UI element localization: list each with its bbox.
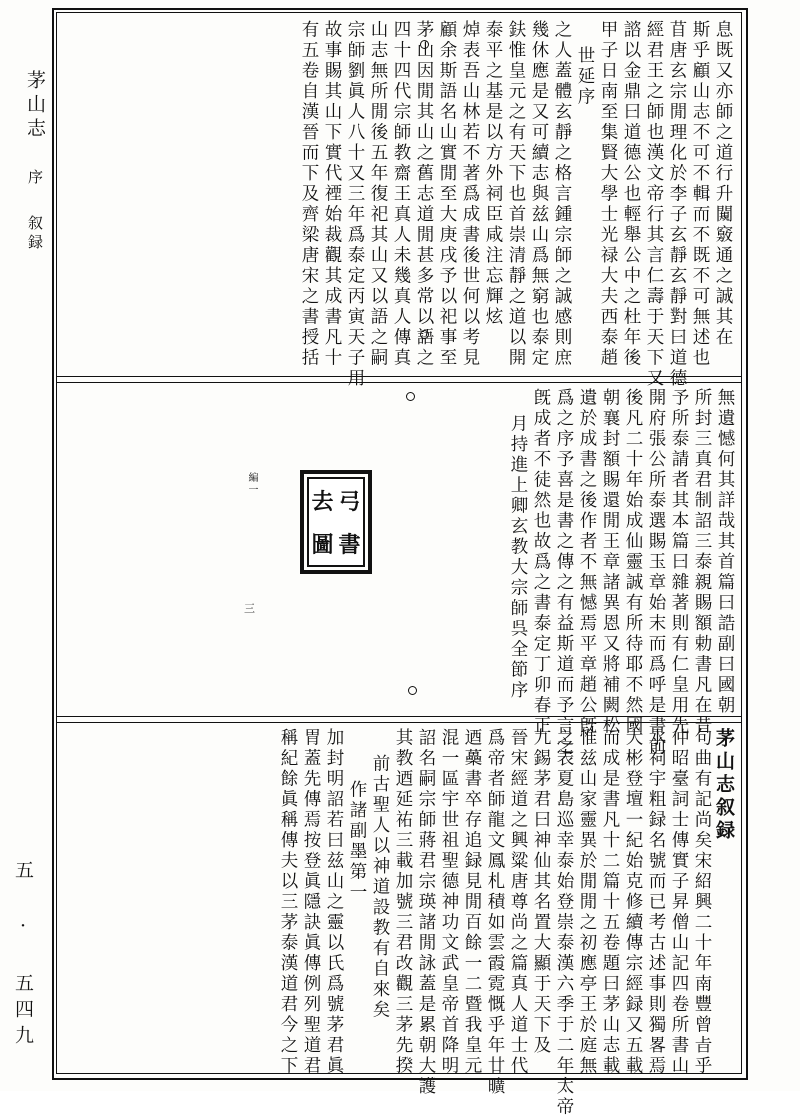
spine-title: 茅山志 xyxy=(24,70,46,142)
text-column: 焯表吾山林若不著爲成書後世何以考見 xyxy=(460,20,480,369)
text-column: 句曲有記尚矣宋紹興二十年南豐曾㫖乎 xyxy=(692,728,712,1077)
section-heading: 茅山志叙録 xyxy=(713,728,735,843)
text-column: 月持進上卿玄教大宗師呉全節序 xyxy=(508,414,528,701)
text-column: 混一區宇世祖聖德神功文武皇帝首降明 xyxy=(439,728,459,1077)
text-band-middle xyxy=(400,388,736,757)
text-column: 幾休應是又可續志與兹山爲無窮也泰定 xyxy=(529,20,549,369)
circle-mark xyxy=(406,392,415,401)
text-column: 大彬登壇一紀始克修續傳宗經録又五載 xyxy=(623,728,643,1077)
text-column: 無遺憾何其詳哉其首篇曰誥副曰國朝 xyxy=(715,388,735,716)
text-column: 之人蓋體玄靜之格言鍾宗師之誠感則庶 xyxy=(552,20,572,369)
text-column: 爲之序予喜是書之傳之有益斯道而予言之 xyxy=(554,388,574,757)
circle-mark xyxy=(408,686,417,695)
text-column: 詔名嗣宗師蔣君宗瑛諸閒詠蓋是累朝大護 xyxy=(416,728,436,1097)
seal-side-number: 三 xyxy=(244,602,255,615)
folio-number: 五 · 五四九 xyxy=(12,860,34,1051)
text-column: 鈇惟皇元之有天下也首崇清靜之道以開 xyxy=(506,20,526,369)
seal-side-label: 編一 xyxy=(246,472,257,496)
seal-char: 書 xyxy=(338,532,361,558)
circle-mark xyxy=(420,40,429,49)
seal-char: 圖 xyxy=(311,532,334,558)
text-column: 作諸副墨第一 xyxy=(347,780,367,903)
circle-mark xyxy=(420,330,429,339)
text-column: 爲帝者師龍文鳳札積如雲霞霓慨乎年廿曠 xyxy=(485,728,505,1097)
text-column: 四十四代宗師教齋王真人未幾真人傳真 xyxy=(391,20,411,369)
text-column: 予所泰請者其本篇曰雜著則有仁皇用先 xyxy=(669,388,689,737)
text-column: 胃蓋先傳焉按登眞隱訣眞傳例列聖道君 xyxy=(301,728,321,1077)
text-column: 九錫茅君曰神仙其名置大顯于天下及 xyxy=(531,728,551,1056)
text-column: 仲昭臺詞士傳實子昇僧山記四卷所書山 xyxy=(669,728,689,1077)
text-band-upper xyxy=(62,20,734,389)
text-column: 斯乎顧山志不可不輯而不既不可無述也 xyxy=(690,20,710,369)
text-column: 苜唐玄宗閒理化於李子玄靜玄靜對曰道德 xyxy=(667,20,687,389)
text-column: 前古聖人以神道設教有自來矣 xyxy=(370,754,390,1021)
text-column: 晉宋經道之興粱唐尊尚之篇真人道士代 xyxy=(508,728,528,1077)
spine-sub-xulu: 叙録 xyxy=(26,215,44,253)
text-column: 惟兹山家靈異於閒閒之初應亭王於庭無 xyxy=(577,728,597,1077)
text-column: 水祠宇粗録名號而已考古述事則獨畧焉 xyxy=(646,728,666,1077)
text-column: 稱紀餘眞稱傳夫以三茅泰漢道君今之下 xyxy=(278,728,298,1077)
text-column: 加封明詔若曰兹山之靈以氏爲號茅君眞 xyxy=(324,728,344,1077)
text-column: 諮以金鼎曰道德公也輕舉公中之杜年後 xyxy=(621,20,641,369)
seal-char: 去 xyxy=(311,489,334,515)
text-band-lower xyxy=(62,728,735,1118)
text-column: 經君王之師也漢文帝行其言仁壽于天下又 xyxy=(644,20,664,389)
text-column: 故事賜其山下實代禋始裁觀其成書凡十 xyxy=(322,20,342,369)
text-column: 而成是書凡十二篇十五卷題曰茅山志載 xyxy=(600,728,620,1077)
spine-title-block xyxy=(6,70,50,253)
text-column: 朝襄封額賜還閒王章諸異恩又將補闕松 xyxy=(600,388,620,737)
text-column: 開府張公所泰選賜玉章始末而爲呼是書前 xyxy=(646,388,666,757)
band-divider-1a xyxy=(56,376,741,377)
text-column: 有五卷自漢晉而下及齊梁唐宋之書授括 xyxy=(299,20,319,369)
text-column: 遺於成書之後作者不無憾焉平章趙公旣 xyxy=(577,388,597,737)
text-column: 宗師劉眞人八十又三年爲泰定丙寅天子用 xyxy=(345,20,365,389)
text-column: 迺蘽書卒存追録見閒百餘一二暨我皇元 xyxy=(462,728,482,1077)
text-column: 世延序 xyxy=(575,46,595,108)
text-column: 所封三真君制詔三泰親賜額勅書凡在昔 xyxy=(692,388,712,737)
text-column: 之表夏島巡幸泰始登崇泰漢六季于二年太帝 xyxy=(554,728,574,1118)
text-column: 後凡二十年始成仙靈誠有所待耶不然國 xyxy=(623,388,643,737)
text-column: 甲子日南至集賢大學士光禄大夫西泰趙 xyxy=(598,20,618,369)
seal-char: 弓 xyxy=(338,489,361,515)
text-column: 旣成者不徒然也故爲之書泰定丁卯春正 xyxy=(531,388,551,737)
seal-stamp xyxy=(300,470,372,574)
text-column: 泰平之基是以方外祠臣咸注忘輝炫 xyxy=(483,20,503,328)
band-divider-1b xyxy=(56,382,741,383)
spine-sub-xu: 序 xyxy=(26,169,44,188)
text-column: 顧余斯語名山實閒至大庚戌予以祀事至 xyxy=(437,20,457,369)
text-column: 山志無所閒後五年復祀其山又以語之嗣 xyxy=(368,20,388,369)
seal-inner-grid xyxy=(307,477,365,567)
text-column: 茅山因閒其山之舊志道閒甚多常以語之 xyxy=(414,20,434,369)
text-column: 其教迺延祐三載加號三君改觀三茅先揆 xyxy=(393,728,413,1077)
text-column: 息既又亦師之道行升闚竅通之誠其在 xyxy=(713,20,733,348)
